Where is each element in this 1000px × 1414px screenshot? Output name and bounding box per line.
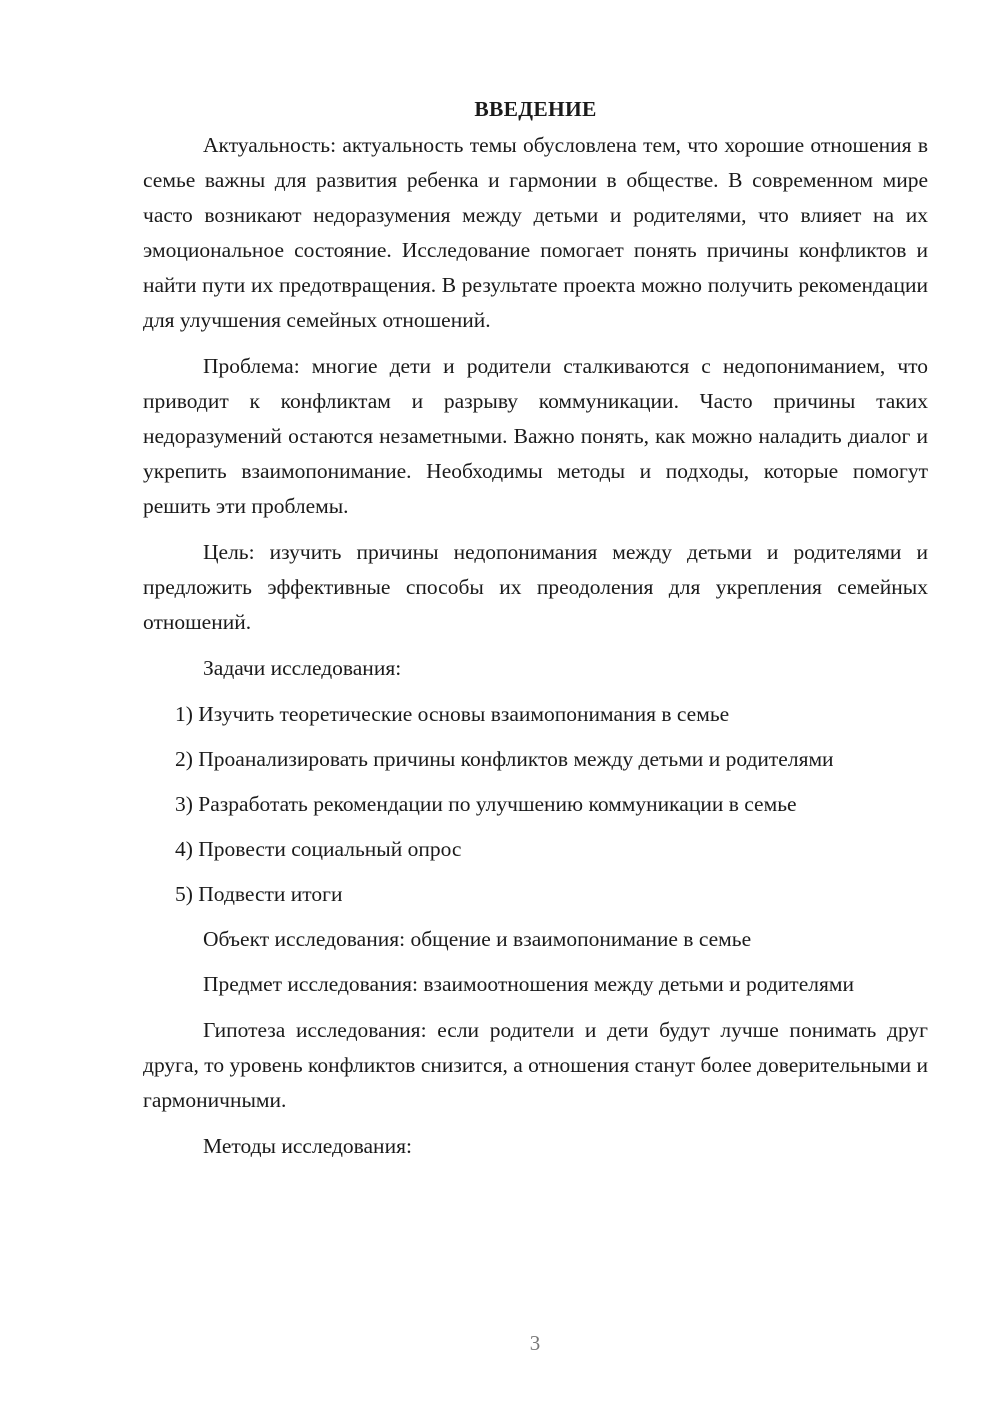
paragraph-problem: Проблема: многие дети и родители сталкиваются с недопониманием, что приводит к конфликтам и разрыву коммуникации. Часто причины таких недоразумений остаются незаметными. Важно понять, как можно наладить диалог и укрепить взаимопонимание. Необходимы методы и подходы, которые помогут решить эти проблемы.: [143, 354, 928, 518]
task-item: 2) Проанализировать причины конфликтов между детьми и родителями: [175, 747, 834, 771]
tasks-heading: Задачи исследования:: [203, 656, 402, 680]
document-page: [143, 92, 928, 1175]
task-item: 4) Провести социальный опрос: [175, 837, 462, 861]
paragraph-hypothesis: Гипотеза исследования: если родители и дети будут лучше понимать друг друга, то уровень конфликтов снизится, а отношения станут более доверительными и гармоничными.: [143, 1018, 928, 1112]
paragraph-object: Объект исследования: общение и взаимопонимание в семье: [203, 927, 752, 951]
task-item: 1) Изучить теоретические основы взаимопонимания в семье: [175, 702, 730, 726]
paragraph-relevance: Актуальность: актуальность темы обусловлена тем, что хорошие отношения в семье важны для развития ребенка и гармонии в обществе. В современном мире часто возникают недоразумения между детьми и родителями, что влияет на их эмоциональное состояние. Исследование помогает понять причины конфликтов и найти пути их предотвращения. В результате проекта можно получить рекомендации для улучшения семейных отношений.: [143, 133, 928, 332]
page-number: 3: [529, 1331, 541, 1355]
task-item: 3) Разработать рекомендации по улучшению коммуникации в семье: [175, 792, 797, 816]
page-title: ВВЕДЕНИЕ: [474, 97, 597, 121]
paragraph-subject: Предмет исследования: взаимоотношения между детьми и родителями: [203, 972, 854, 996]
paragraph-goal: Цель: изучить причины недопонимания между детьми и родителями и предложить эффективные способы их преодоления для укрепления семейных отношений.: [143, 540, 928, 634]
methods-heading: Методы исследования:: [203, 1134, 412, 1158]
task-item: 5) Подвести итоги: [175, 882, 343, 906]
